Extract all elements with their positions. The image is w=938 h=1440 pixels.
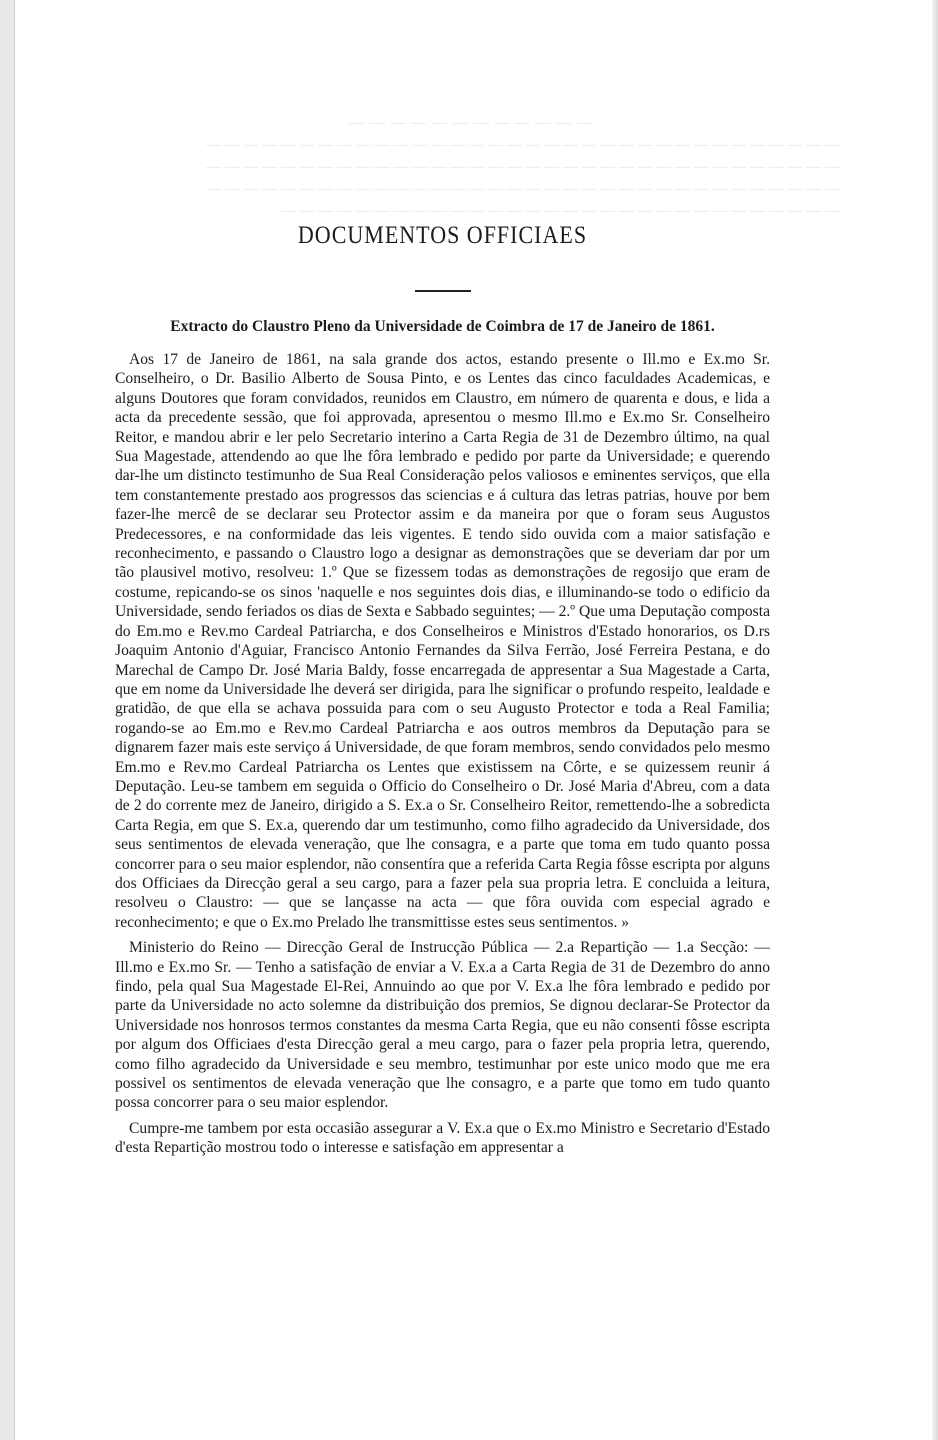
document-subtitle: Extracto do Claustro Pleno da Universidade de Coimbra de 17 de Janeiro de 1861. <box>170 318 715 335</box>
scan-border-left <box>0 0 15 1440</box>
document-title: DOCUMENTOS OFFICIAES <box>297 220 588 249</box>
scan-border-right <box>932 0 938 1440</box>
paragraph-ministerio-letter: Ministerio do Reino — Direcção Geral de Instrucção Pública — 2.a Repartição — 1.a Secção: — Ill.mo e Ex.mo Sr. — Tenho a satisfação de enviar a V. Ex.a a Carta Regia de 31 de Dezembro do anno findo, pela qual Sua Magestade El-Rei, Annuindo ao que por V. Ex.a lhe fôra lembrado e pedido por parte da Universidade no acto solemne da distribuição dos premios, Se dignou declarar-Se Protector da Universidade nos honrosos termos constantes da mesma Carta Regia, que eu não consenti fôsse escripta por algum dos Officiaes d'esta Direcção geral a meu cargo, para o fazer pela propria letra, querendo, como filho agradecido da Universidade e seu membro, testimunhar por este unico modo que me era possivel os sentimentos de elevada veneração que lhe consagro, e a parte que tomo em tudo quanto possa concorrer para o seu maior esplendor. <box>115 939 770 1112</box>
show-through-reverse-page: — — — — — — — — — — — — — — — — — — — — — — — — — — — — — — — — — — — — — — — — — — — — — — — — — — — — — — — — — — — — — — — — — — — — — — — — — — — — — — — — — — — — — — — — — — — — — — — — — — — — — — — — — — — — — — — — — — — — — — — — — — — — — — — — — — — — — — — — — — — — — — — — <box>206 115 840 219</box>
title-divider <box>415 290 471 292</box>
document-page <box>115 222 770 1158</box>
paragraph-closing: Cumpre-me tambem por esta occasião assegurar a V. Ex.a que o Ex.mo Ministro e Secretario d'Estado d'esta Repartição mostrou todo o interesse e satisfação em appresentar a <box>115 1119 770 1157</box>
paragraph-claustro-minutes: Aos 17 de Janeiro de 1861, na sala grande dos actos, estando presente o Ill.mo e Ex.mo Sr. Conselheiro, o Dr. Basilio Alberto de Sousa Pinto, e os Lentes das cinco faculdades Academicas, e alguns Doutores que foram convidados, reunidos em Claustro, em número de quarenta e dous, e lida a acta da precedente sessão, que foi approvada, apresentou o mesmo Ill.mo e Ex.mo Sr. Conselheiro Reitor, e mandou abrir e ler pelo Secretario interino a Carta Regia de 31 de Dezembro último, na qual Sua Magestade, attendendo ao que lhe fôra lembrado e pedido por parte da Universidade; e querendo dar-lhe um distincto testimunho de Sua Real Consideração pelos valiosos e eminentes serviços, que ella tem constantemente prestado aos progressos das sciencias e á cultura das letras patrias, houve por bem fazer-lhe mercê de se declarar seu Protector assim e da maneira por que o foram seus Augustos Predecessores, e na conformidade das leis vigentes. E tendo sido ouvida com a maior satisfação e reconhecimento, e passando o Claustro logo a designar as demonstrações que se deveriam dar por um tão plausivel motivo, resolveu: 1.º Que se fizessem todas as demonstrações de regosijo que eram de costume, repicando-se os sinos 'naquelle e nos seguintes dois dias, e illuminando-se todo o edificio da Universidade, sendo feriados os dias de Sexta e Sabbado seguintes; — 2.º Que uma Deputação composta do Em.mo e Rev.mo Cardeal Patriarcha, e dos Conselheiros e Ministros d'Estado honorarios, os D.rs Joaquim Antonio d'Aguiar, Francisco Antonio Fernandes da Silva Ferrão, José Ferreira Pestana, e do Marechal de Campo Dr. José Maria Baldy, fosse encarregada de appresentar a Sua Magestade a Carta, que em nome da Universidade lhe deverá ser dirigida, para lhe significar o profundo respeito, lealdade e gratidão, de que ella se achava possuida para com o seu Augusto Protector e toda a Real Familia; rogando-se ao Em.mo e Rev.mo Cardeal Patriarcha e aos outros membros da Deputação para se dignarem fazer mais este serviço á Universidade, de que foram membros, sendo convidados pelo mesmo Em.mo e Rev.mo Cardeal Patriarcha os Lentes que existissem na Côrte, e se quizessem reunir á Deputação. Leu-se tambem em seguida o Officio do Conselheiro o Dr. José Maria d'Abreu, com a data de 2 do corrente mez de Janeiro, dirigido a S. Ex.a o Sr. Conselheiro Reitor, remettendo-lhe a sobredicta Carta Regia, em que S. Ex.a, querendo dar um testimunho, como filho agradecido da Universidade, dos seus sentimentos de elevada veneração, que lhe consagra, e a parte que toma em tudo quanto possa concorrer para o seu maior esplendor, não consentíra que a referida Carta Regia fôsse escripta por alguns dos Officiaes da Direcção geral a seu cargo, para a fazer pela sua propria letra. E concluida a leitura, resolveu o Claustro: — que se lançasse na acta — que fôra ouvida com especial agrado e reconhecimento; e que o Ex.mo Prelado lhe transmittisse estes seus sentimentos. » <box>115 351 770 931</box>
